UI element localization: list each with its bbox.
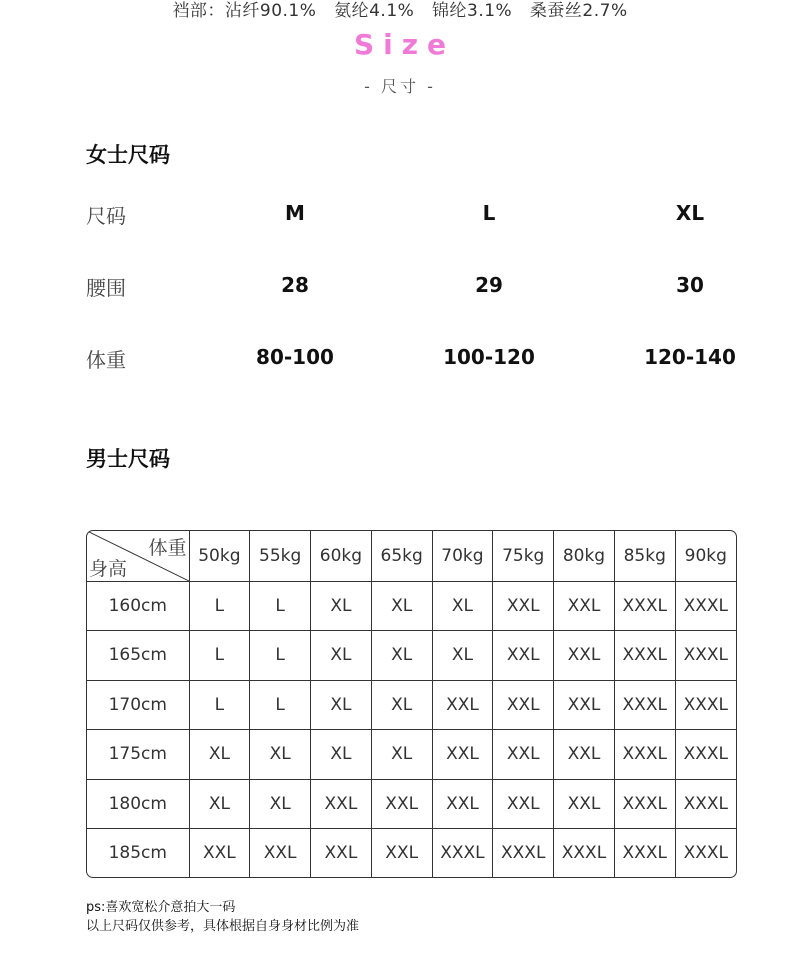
womens-waist-l: 29 [475, 273, 503, 297]
size-cell: XL [371, 581, 432, 631]
table-row [87, 730, 736, 780]
size-cell: XL [371, 730, 432, 780]
size-cell: XXXL [675, 730, 736, 780]
size-cell: XL [311, 581, 372, 631]
size-cell: XL [432, 581, 493, 631]
size-cell: L [250, 581, 311, 631]
size-cell: XL [250, 730, 311, 780]
womens-size-l: L [482, 201, 496, 225]
size-cell: XXL [493, 581, 554, 631]
mens-section-title: 男士尺码 [86, 447, 170, 471]
size-cell: XXL [432, 730, 493, 780]
size-cell: L [189, 631, 250, 681]
size-cell: XL [371, 680, 432, 730]
size-cell: XXL [371, 829, 432, 877]
table-row [87, 779, 736, 829]
weight-header: 80kg [554, 531, 615, 581]
size-cell: L [189, 581, 250, 631]
womens-weight-l: 100-120 [443, 345, 535, 369]
weight-header: 75kg [493, 531, 554, 581]
size-cell: XXL [554, 680, 615, 730]
womens-section-title: 女士尺码 [86, 143, 170, 167]
height-cell: 175cm [87, 730, 189, 780]
size-cell: XL [250, 779, 311, 829]
weight-header: 65kg [371, 531, 432, 581]
size-cell: XXXL [614, 581, 675, 631]
weight-header: 60kg [311, 531, 372, 581]
size-cell: XL [189, 779, 250, 829]
size-cell: XXL [432, 779, 493, 829]
size-cell: XXL [371, 779, 432, 829]
size-cell: XXXL [675, 581, 736, 631]
size-cell: XXXL [614, 779, 675, 829]
size-cell: XXXL [614, 730, 675, 780]
size-notes [86, 898, 359, 936]
table-row [87, 680, 736, 730]
size-cell: XXL [554, 631, 615, 681]
size-cell: XXXL [675, 779, 736, 829]
size-cell: XXXL [614, 631, 675, 681]
size-cell: XL [311, 730, 372, 780]
size-cell: L [250, 631, 311, 681]
womens-size-xl: XL [675, 201, 705, 225]
size-cell: L [250, 680, 311, 730]
size-cell: XXXL [493, 829, 554, 877]
womens-waist-m: 28 [281, 273, 309, 297]
height-cell: 180cm [87, 779, 189, 829]
size-cell: XL [311, 631, 372, 681]
size-cell: XXL [250, 829, 311, 877]
height-cell: 160cm [87, 581, 189, 631]
material-composition: 裆部：沾纤90.1% 氨纶4.1% 锦纶3.1% 桑蚕丝2.7% [172, 1, 628, 21]
womens-waist-xl: 30 [676, 273, 704, 297]
corner-label-weight: 体重 [148, 537, 187, 559]
mens-header-row [87, 531, 736, 581]
size-cell: XXXL [432, 829, 493, 877]
size-cell: XXXL [554, 829, 615, 877]
size-cell: XXL [493, 680, 554, 730]
table-row [87, 829, 736, 877]
size-cell: XXL [189, 829, 250, 877]
size-cell: XXXL [675, 680, 736, 730]
womens-row-label-waist: 腰围 [86, 276, 126, 300]
womens-weight-m: 80-100 [256, 345, 334, 369]
note-line-2: 以上尺码仅供参考，具体根据自身身材比例为准 [86, 919, 360, 934]
height-cell: 165cm [87, 631, 189, 681]
height-cell: 170cm [87, 680, 189, 730]
weight-header: 90kg [675, 531, 736, 581]
weight-header: 50kg [189, 531, 250, 581]
womens-weight-xl: 120-140 [644, 345, 736, 369]
size-cell: XL [311, 680, 372, 730]
corner-label-height: 身高 [89, 557, 128, 580]
size-cell: XXL [554, 779, 615, 829]
size-cell: XXL [311, 779, 372, 829]
size-cell: XXL [432, 680, 493, 730]
table-row [87, 581, 736, 631]
mens-size-table [86, 530, 737, 878]
size-cell: XXL [493, 631, 554, 681]
womens-size-m: M [285, 201, 305, 225]
size-cell: XXL [554, 730, 615, 780]
size-cell: XXXL [614, 680, 675, 730]
weight-header: 70kg [432, 531, 493, 581]
size-title: Size [353, 28, 456, 61]
womens-row-label-weight: 体重 [86, 348, 126, 372]
size-cell: XXL [493, 730, 554, 780]
size-subtitle: - 尺寸 - [364, 77, 436, 96]
size-cell: L [189, 680, 250, 730]
size-cell: XXXL [675, 829, 736, 877]
table-corner-cell [87, 531, 189, 581]
weight-header: 55kg [250, 531, 311, 581]
note-line-1: ps:喜欢宽松介意拍大一码 [86, 900, 236, 915]
table-row [87, 631, 736, 681]
size-cell: XL [189, 730, 250, 780]
weight-header: 85kg [614, 531, 675, 581]
size-cell: XL [371, 631, 432, 681]
size-cell: XXL [493, 779, 554, 829]
size-cell: XXL [554, 581, 615, 631]
size-cell: XXXL [614, 829, 675, 877]
womens-row-label-size: 尺码 [86, 204, 126, 228]
size-cell: XL [432, 631, 493, 681]
size-cell: XXXL [675, 631, 736, 681]
height-cell: 185cm [87, 829, 189, 877]
size-cell: XXL [311, 829, 372, 877]
